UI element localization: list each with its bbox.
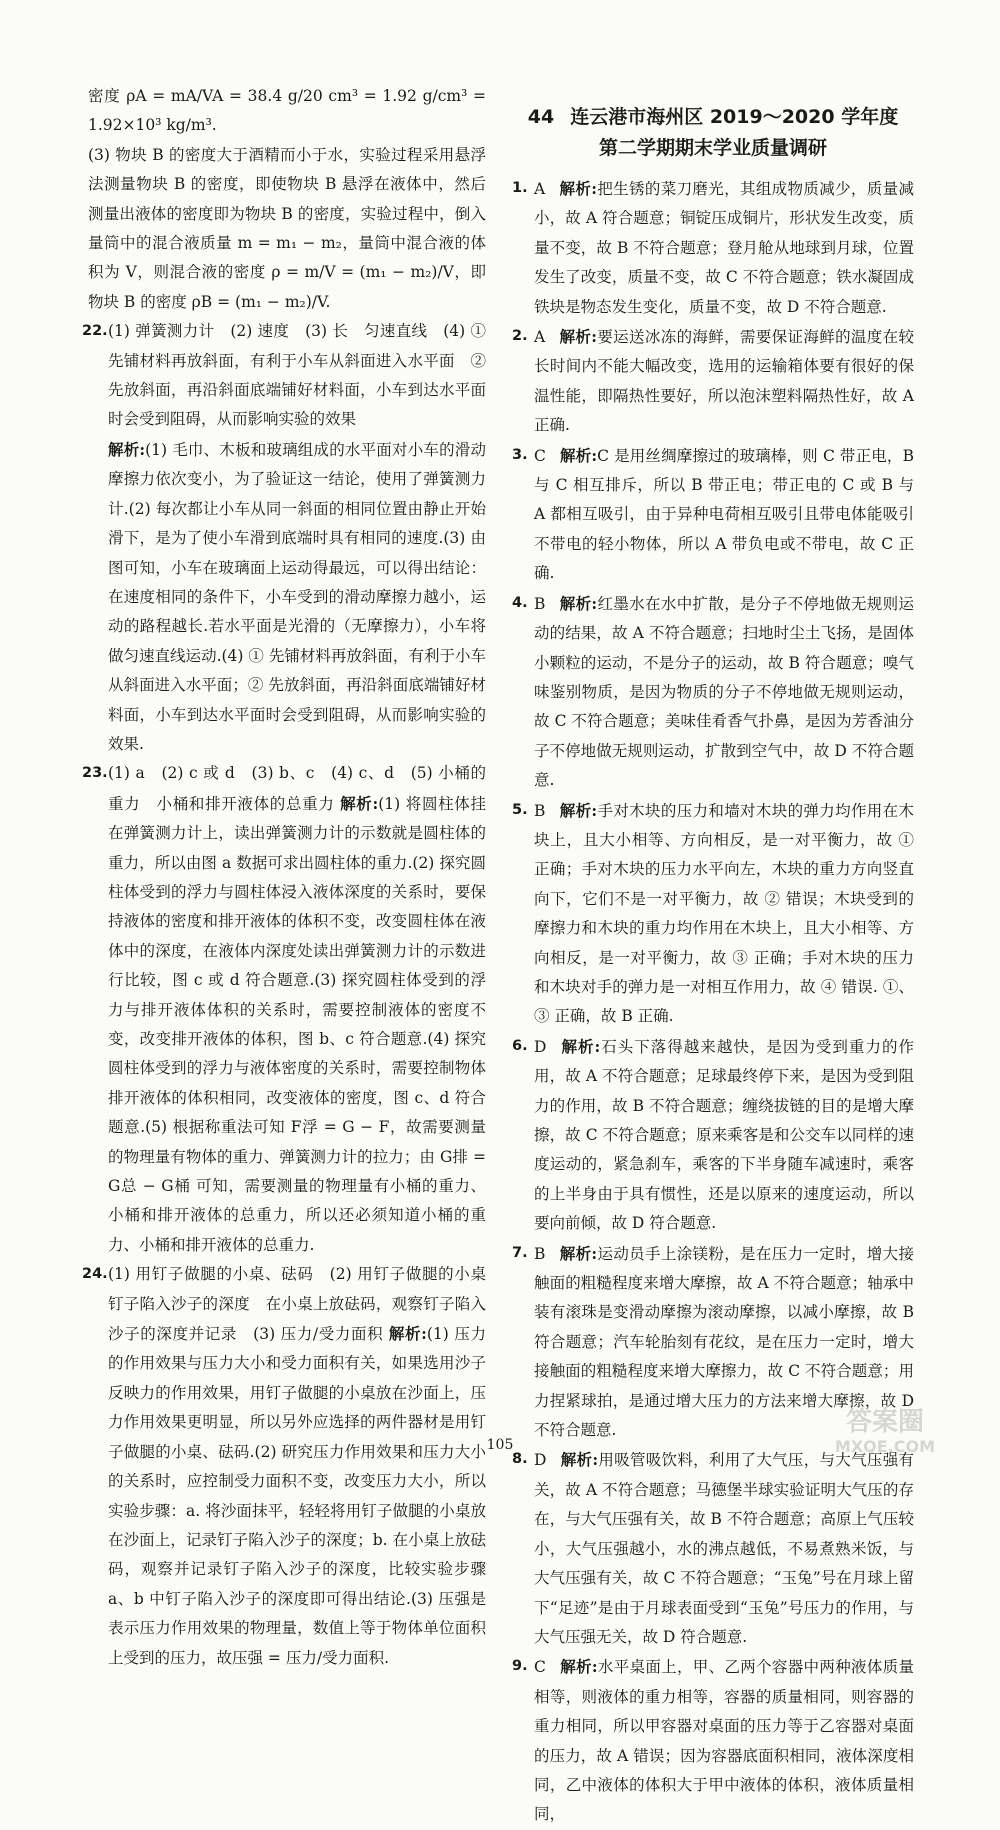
item-answer-choice: D xyxy=(534,1037,547,1056)
item-number: 4. xyxy=(512,594,528,611)
analysis-label: 解析: xyxy=(559,179,597,198)
item-number: 7. xyxy=(512,1244,528,1261)
analysis-label: 解析: xyxy=(559,1243,598,1263)
answer-item xyxy=(512,441,914,589)
item-answer-choice: D xyxy=(534,1451,547,1470)
analysis-text: C 是用丝绸摩擦过的玻璃棒，则 C 带正电，B 与 C 相互排斥，所以 B 带正电；带正电的 C 或 B 与 A 都相互吸引，由于异种电荷相互吸引且带电体能吸引不带电的轻小物体，所以 A 带负电或不带电，故 C 正确. xyxy=(534,446,914,583)
answer-item xyxy=(512,1652,914,1829)
analysis-text: 要运送冰冻的海鲜，需要保证海鲜的温度在较长时间内不能大幅改变，选用的运输箱体要有很好的保温性能，即隔热性要好，所以泡沫塑料隔热性好，故 A 正确. xyxy=(534,328,914,435)
analysis-label: 解析: xyxy=(560,1450,599,1470)
intro-density-line: 密度 ρA = mA/VA = 38.4 g/20 cm³ = 1.92 g/cm³ = 1.92×10³ kg/m³. xyxy=(88,87,486,135)
item-number: 8. xyxy=(512,1451,528,1468)
analysis-text: (1) 压力的作用效果与压力大小和受力面积有关，如果选用沙子反映力的作用效果，用钉子做腿的小桌放在沙面上，压力作用效果更明显，所以另外应选择的两件器材是用钉子做腿的小桌、砝码.(2) 研究压力作用效果和压力大小的关系时，应控制受力面积不变，改变压力大小，所以实验步骤：a. 将沙面抹平，轻轻将用钉子做腿的小桌放在沙面上，记录钉子陷入沙子的深度；b. 在小桌上放砝码，观察并记录钉子陷入沙子的深度，比较实验步骤 a、b 中钉子陷入沙子的深度即可得出结论.(3) 压强是表示压力作用效果的物理量，数值上等于物体单位面积上受到的压力，故压强 = 压力/受力面积. xyxy=(108,1325,486,1667)
analysis-text: (1) 将圆柱体挂在弹簧测力计上，读出弹簧测力计的示数就是圆柱体的重力，所以由图 a 数据可求出圆柱体的重力.(2) 探究圆柱体受到的浮力与圆柱体浸入液体深度的关系时，要保持液体的密度和排开液体的体积不变，改变圆柱体在液体中的深度，在液体内深度处读出弹簧测力计的示数进行比较，图 c 或 d 符合题意.(3) 探究圆柱体受到的浮力与排开液体体积的关系时，需要控制液体的密度不变，改变排开液体的体积，图 b、c 符合题意.(4) 探究圆柱体受到的浮力与液体密度的关系时，需要控制物体排开液体的体积相同，改变液体的密度，图 c、d 符合题意.(5) 根据称重法可知 F浮 = G − F，故需要测量的物理量有物体的重力、弹簧测力计的拉力；由 G排 = G总 − G桶 可知，需要测量的物理量有小桶的重力、小桶和排开液体的总重力，所以还必须知道小桶的重力、小桶和排开液体的总重力. xyxy=(108,794,486,1254)
answer-item xyxy=(512,174,914,322)
svg-text:答案圈: 答案圈 xyxy=(845,1407,925,1437)
question-23 xyxy=(82,759,486,1260)
analysis-text: 用吸管吸饮料，利用了大气压，与大气压强有关，故 A 不符合题意；马德堡半球实验证明大气压的存在，与大气压强有关，故 B 不符合题意；高原上气压较小，大气压强越小，水的沸点越低，不易煮熟米饭，与大气压强有关，故 C 不符合题意；“玉兔”号在月球上留下“足迹”是由于月球表面受到“玉兔”号压力的作用，与大气压强无关，故 D 符合题意. xyxy=(534,1451,914,1646)
question-number: 22. xyxy=(82,323,108,340)
page-number: 105 xyxy=(486,1437,514,1453)
analysis-label: 解析: xyxy=(559,800,598,820)
analysis-label: 解析: xyxy=(108,439,146,459)
analysis-label: 解析: xyxy=(559,593,598,613)
analysis-text: (1) 毛巾、木板和玻璃组成的水平面对小车的滑动摩擦力依次变小，为了验证这一结论，使用了弹簧测力计.(2) 每次都让小车从同一斜面的相同位置由静止开始滑下，是为了使小车滑到底端时具有相同的速度.(3) 由图可知，小车在玻璃面上运动得最远，可以得出结论：在速度相同的条件下，小车受到的滑动摩擦力越小，运动的路程越长.若水平面是光滑的（无摩擦力），小车将做匀速直线运动.(4) ① 先铺材料再放斜面，有利于小车从斜面进入水平面；② 先放斜面，再沿斜面底端铺好材料面，小车到达水平面时会受到阻碍，从而影响实验的效果. xyxy=(108,440,486,753)
answer-item xyxy=(512,1445,914,1652)
question-24 xyxy=(82,1260,486,1673)
right-column xyxy=(512,82,914,1830)
analysis-text: 红墨水在水中扩散，是分子不停地做无规则运动的结果，故 A 不符合题意；扫地时尘土飞扬，是固体小颗粒的运动，不是分子的运动，故 B 符合题意；嗅气味鉴别物质，是因为物质的分子不停地做无规则运动，故 C 不符合题意；美味佳肴香气扑鼻，是因为芳香油分子不停地做无规则运动，扩散到空气中，故 D 不符合题意. xyxy=(534,594,914,790)
item-number: 3. xyxy=(512,446,528,463)
item-answer-choice: B xyxy=(534,801,546,820)
answer-list xyxy=(512,174,914,1830)
section-title-line-2: 第二学期期末学业质量调研 xyxy=(598,137,827,159)
section-title-line-1: 连云港市海州区 2019～2020 学年度 xyxy=(570,106,899,128)
item-answer-choice: B xyxy=(534,1244,546,1263)
answer-item xyxy=(512,589,914,796)
svg-text:MXQE.COM: MXQE.COM xyxy=(834,1437,936,1456)
analysis-label: 解析: xyxy=(560,1036,601,1056)
section-number: 44 xyxy=(527,106,555,128)
item-answer-choice: C xyxy=(534,1658,546,1677)
item-answer-choice: B xyxy=(534,594,546,613)
analysis-text: 水平桌面上，甲、乙两个容器中两种液体质量相等，则液体的重力相等，容器的质量相同，则容器的重力相同，所以甲容器对桌面的压力等于乙容器对桌面的压力，故 A 错误；因为容器底面积相同，液体深度相同，乙中液体的体积大于甲中液体的体积，液体质量相同， xyxy=(534,1658,914,1824)
analysis-text: 把生锈的菜刀磨光，其组成物质减少，质量减小，故 A 符合题意；铜锭压成铜片，形状发生改变，质量不变，故 B 不符合题意；登月舱从地球到月球，位置发生了改变，质量不变，故 C 不符合题意；铁水凝固成铁块是物态发生变化，质量不变，故 D 不符合题意. xyxy=(534,180,914,316)
item-answer-choice: C xyxy=(534,446,546,465)
item-number: 6. xyxy=(512,1037,528,1054)
answer-text: (1) 用钉子做腿的小桌、砝码 (2) 用钉子做腿的小桌钉子陷入沙子的深度 在小桌上放砝码，观察钉子陷入沙子的深度并记录 (3) 压力/受力面积 xyxy=(108,1265,486,1344)
question-number: 24. xyxy=(82,1266,108,1283)
analysis-label: 解析: xyxy=(340,793,379,813)
analysis-label: 解析: xyxy=(559,445,598,465)
item-number: 1. xyxy=(512,180,528,196)
answer-text: (1) 弹簧测力计 (2) 速度 (3) 长 匀速直线 (4) ① 先铺材料再放斜面，有利于小车从斜面进入水平面 ② 先放斜面，再沿斜面底端铺好材料面，小车到达水平面时会受到阻碍，从而影响实验的效果 xyxy=(108,322,486,429)
analysis-label: 解析: xyxy=(388,1324,427,1344)
item-number: 9. xyxy=(512,1658,528,1675)
answer-item xyxy=(512,322,914,441)
answer-item xyxy=(512,796,914,1032)
analysis-label: 解析: xyxy=(559,327,597,347)
answer-item xyxy=(512,1032,914,1239)
question-number: 23. xyxy=(82,765,108,782)
watermark-logo xyxy=(800,1400,970,1458)
analysis-text: 运动员手上涂镁粉，是在压力一定时，增大接触面的粗糙程度来增大摩擦，故 A 不符合题意；轴承中装有滚珠是变滑动摩擦为滚动摩擦，以减小摩擦，故 B 符合题意；汽车轮胎刻有花纹，是在压力一定时，增大接触面的粗糙程度来增大摩擦力，故 C 不符合题意；用力捏紧球拍，是通过增大压力的方法来增大摩擦，故 D 不符合题意. xyxy=(534,1244,914,1440)
answer-text: (1) a (2) c 或 d (3) b、c (4) c、d (5) 小桶的重力 小桶和排开液体的总重力 xyxy=(108,764,486,813)
analysis-text: 石头下落得越来越快，是因为受到重力的作用，故 A 不符合题意；足球最终停下来，是因为受到阻力的作用，故 B 不符合题意；缠绕拔链的目的是增大摩擦，故 C 不符合题意；原来乘客是和公交车以同样的速度运动的，紧急刹车，乘客的下半身随车减速时，乘客的上半身由于具有惯性，还是以原来的速度运动，所以要向前倾，故 D 符合题意. xyxy=(534,1037,914,1233)
item-number: 2. xyxy=(512,328,528,345)
item-answer-choice: A xyxy=(534,328,546,347)
analysis-label: 解析: xyxy=(559,1657,598,1677)
item-number: 5. xyxy=(512,801,528,818)
intro-part-3: (3) 物块 B 的密度大于酒精而小于水，实验过程采用悬浮法测量物块 B 的密度，即使物块 B 悬浮在液体中，然后测量出液体的密度即为物块 B 的密度，实验过程中，倒入量筒中的混合液质量 m = m₁ − m₂，量筒中混合液的体积为 V，则混合液的密度 ρ = m/V = (m₁ − m₂)/V，即物块 B 的密度 ρB = (m₁ − m₂)/V. xyxy=(88,145,486,311)
section-title xyxy=(512,102,914,164)
question-22 xyxy=(82,317,486,759)
analysis-text: 手对木块的压力和墙对木块的弹力均作用在木块上，且大小相等、方向相反，是一对平衡力，故 ① 正确；手对木块的压力水平向左，木块的重力方向竖直向下，它们不是一对平衡力，故 ② 错误；木块受到的摩擦力和木块的重力均作用在木块上，且大小相等、方向相反，是一对平衡力，故 ③ 正确；手对木块的压力和木块对手的弹力是一对相互作用力，故 ④ 错误. ①、③ 正确，故 B 正确. xyxy=(534,801,914,1026)
item-answer-choice: A xyxy=(534,180,546,198)
